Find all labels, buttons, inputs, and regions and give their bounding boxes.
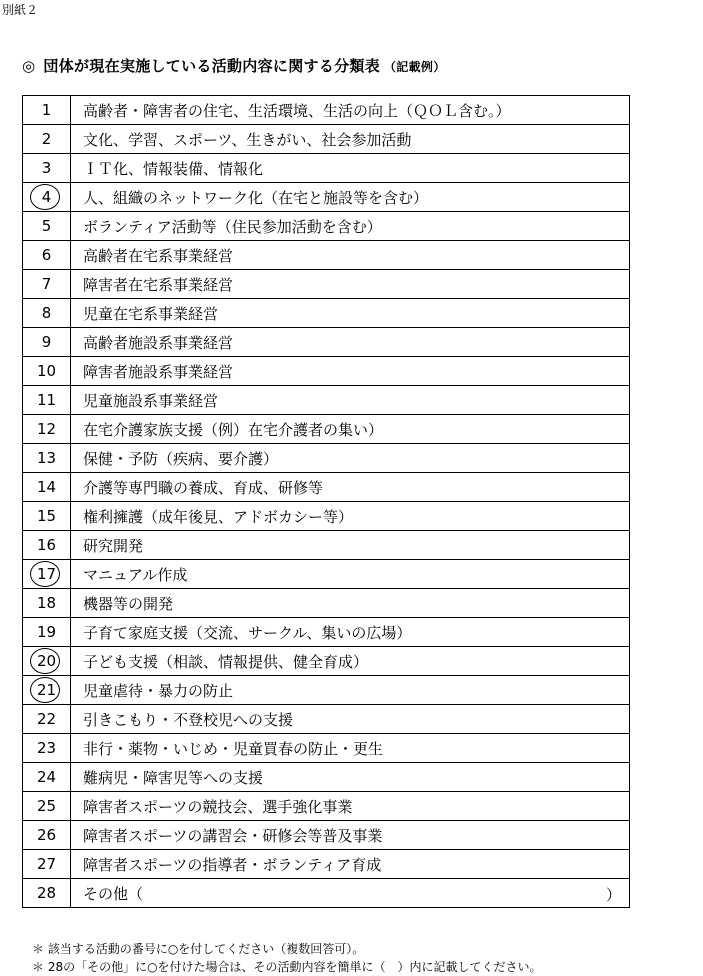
table-row <box>23 734 630 763</box>
row-activity <box>71 647 630 676</box>
table-row <box>23 647 630 676</box>
row-activity <box>71 415 630 444</box>
row-activity <box>71 560 630 589</box>
table-row <box>23 502 630 531</box>
table-row <box>23 125 630 154</box>
activity-label: 引きこもり・不登校児への支援 <box>83 710 294 729</box>
activity-label: 児童在宅系事業経営 <box>83 304 219 323</box>
row-number: 25 <box>23 792 71 821</box>
table-row <box>23 357 630 386</box>
row-activity <box>71 125 630 154</box>
table-row <box>23 850 630 879</box>
row-number: 2 <box>23 125 71 154</box>
table-row <box>23 821 630 850</box>
activity-label: 介護等専門職の養成、育成、研修等 <box>83 478 324 497</box>
table-row <box>23 705 630 734</box>
activity-label: 在宅介護家族支援（例）在宅介護者の集い） <box>83 420 384 439</box>
activity-label: 高齢者在宅系事業経営 <box>83 246 234 265</box>
row-activity <box>71 705 630 734</box>
activity-label: 研究開発 <box>83 536 144 555</box>
row-number: 6 <box>23 241 71 270</box>
activity-label: 非行・薬物・いじめ・児童買春の防止・更生 <box>83 739 384 758</box>
row-number: 9 <box>23 328 71 357</box>
row-activity <box>71 676 630 705</box>
row-activity <box>71 357 630 386</box>
selection-circle-mark <box>30 648 60 674</box>
table-row <box>23 792 630 821</box>
table-row <box>23 386 630 415</box>
table-row <box>23 241 630 270</box>
row-number: 17 <box>23 560 71 589</box>
activity-label: 高齢者・障害者の住宅、生活環境、生活の向上（ＱＯＬ含む。） <box>83 101 511 120</box>
row-activity <box>71 154 630 183</box>
activity-label: ＩＴ化、情報装備、情報化 <box>83 159 264 178</box>
row-number: 27 <box>23 850 71 879</box>
selection-circle-mark <box>30 184 60 210</box>
row-number: 4 <box>23 183 71 212</box>
activity-label: その他（ <box>83 884 144 903</box>
activity-label: 子ども支援（相談、情報提供、健全育成） <box>83 652 369 671</box>
table-row <box>23 299 630 328</box>
double-circle-mark: ◎ <box>22 57 36 75</box>
table-row <box>23 444 630 473</box>
row-number: 18 <box>23 589 71 618</box>
row-activity <box>71 386 630 415</box>
row-number: 21 <box>23 676 71 705</box>
table-row <box>23 560 630 589</box>
row-number: 10 <box>23 357 71 386</box>
title-subtitle: （記載例） <box>384 60 446 74</box>
table-row <box>23 763 630 792</box>
note-2: ＊ 28の「その他」に○を付けた場合は、その活動内容を簡単に（ ）内に記載してください。 <box>32 960 542 974</box>
row-activity <box>71 531 630 560</box>
activity-label: 障害者スポーツの競技会、選手強化事業 <box>83 797 353 816</box>
table-row <box>23 879 630 908</box>
row-activity <box>71 270 630 299</box>
activity-label: 人、組織のネットワーク化（在宅と施設等を含む） <box>83 188 429 207</box>
table-row <box>23 415 630 444</box>
row-activity <box>71 589 630 618</box>
activity-label: ボランティア活動等（住民参加活動を含む） <box>83 217 382 236</box>
row-number: 3 <box>23 154 71 183</box>
row-activity <box>71 299 630 328</box>
row-activity <box>71 96 630 125</box>
row-number: 23 <box>23 734 71 763</box>
table-row <box>23 618 630 647</box>
table-row <box>23 676 630 705</box>
selection-circle-mark <box>30 561 60 587</box>
row-activity <box>71 879 630 908</box>
row-number: 22 <box>23 705 71 734</box>
activity-label: 子育て家庭支援（交流、サークル、集いの広場） <box>83 623 412 642</box>
row-number: 16 <box>23 531 71 560</box>
row-number: 7 <box>23 270 71 299</box>
row-activity <box>71 821 630 850</box>
title-text: 団体が現在実施している活動内容に関する分類表 <box>43 57 380 75</box>
table-row <box>23 154 630 183</box>
activity-label: 難病児・障害児等への支援 <box>83 768 264 787</box>
row-number: 26 <box>23 821 71 850</box>
row-activity <box>71 850 630 879</box>
activity-label: 障害者在宅系事業経営 <box>83 275 234 294</box>
table-row <box>23 96 630 125</box>
row-activity <box>71 763 630 792</box>
row-activity <box>71 241 630 270</box>
activity-label: 文化、学習、スポーツ、生きがい、社会参加活動 <box>83 130 412 149</box>
classification-table <box>22 95 630 908</box>
row-activity <box>71 444 630 473</box>
row-number: 19 <box>23 618 71 647</box>
table-row <box>23 183 630 212</box>
row-activity <box>71 734 630 763</box>
activity-label: 児童施設系事業経営 <box>83 391 219 410</box>
row-number: 14 <box>23 473 71 502</box>
row-number: 20 <box>23 647 71 676</box>
activity-label: 高齢者施設系事業経営 <box>83 333 234 352</box>
activity-label: マニュアル作成 <box>83 565 188 584</box>
row-number: 13 <box>23 444 71 473</box>
closing-parenthesis: ） <box>605 886 621 904</box>
row-number: 24 <box>23 763 71 792</box>
row-number: 11 <box>23 386 71 415</box>
activity-label: 保健・予防（疾病、要介護） <box>83 449 279 468</box>
row-activity <box>71 212 630 241</box>
table-row <box>23 270 630 299</box>
activity-label: 機器等の開発 <box>83 594 174 613</box>
table-row <box>23 328 630 357</box>
selection-circle-mark <box>30 677 60 703</box>
row-number: 8 <box>23 299 71 328</box>
row-activity <box>71 328 630 357</box>
notes <box>32 940 542 976</box>
row-number: 1 <box>23 96 71 125</box>
table-row <box>23 473 630 502</box>
row-number: 28 <box>23 879 71 908</box>
row-number: 5 <box>23 212 71 241</box>
activity-label: 障害者施設系事業経営 <box>83 362 234 381</box>
table-row <box>23 531 630 560</box>
activity-label: 障害者スポーツの指導者・ボランティア育成 <box>83 855 382 874</box>
table-row <box>23 212 630 241</box>
activity-label: 障害者スポーツの講習会・研修会等普及事業 <box>83 826 383 845</box>
row-number: 12 <box>23 415 71 444</box>
activity-label: 権利擁護（成年後見、アドボカシー等） <box>83 507 354 526</box>
row-activity <box>71 473 630 502</box>
note-1: ＊ 該当する活動の番号に○を付してください（複数回答可）。 <box>32 942 365 956</box>
row-activity <box>71 183 630 212</box>
document-label: 別紙２ <box>2 3 39 17</box>
activity-label: 児童虐待・暴力の防止 <box>83 681 234 700</box>
table-row <box>23 589 630 618</box>
page-title <box>22 55 446 76</box>
row-activity <box>71 502 630 531</box>
row-number: 15 <box>23 502 71 531</box>
row-activity <box>71 792 630 821</box>
row-activity <box>71 618 630 647</box>
